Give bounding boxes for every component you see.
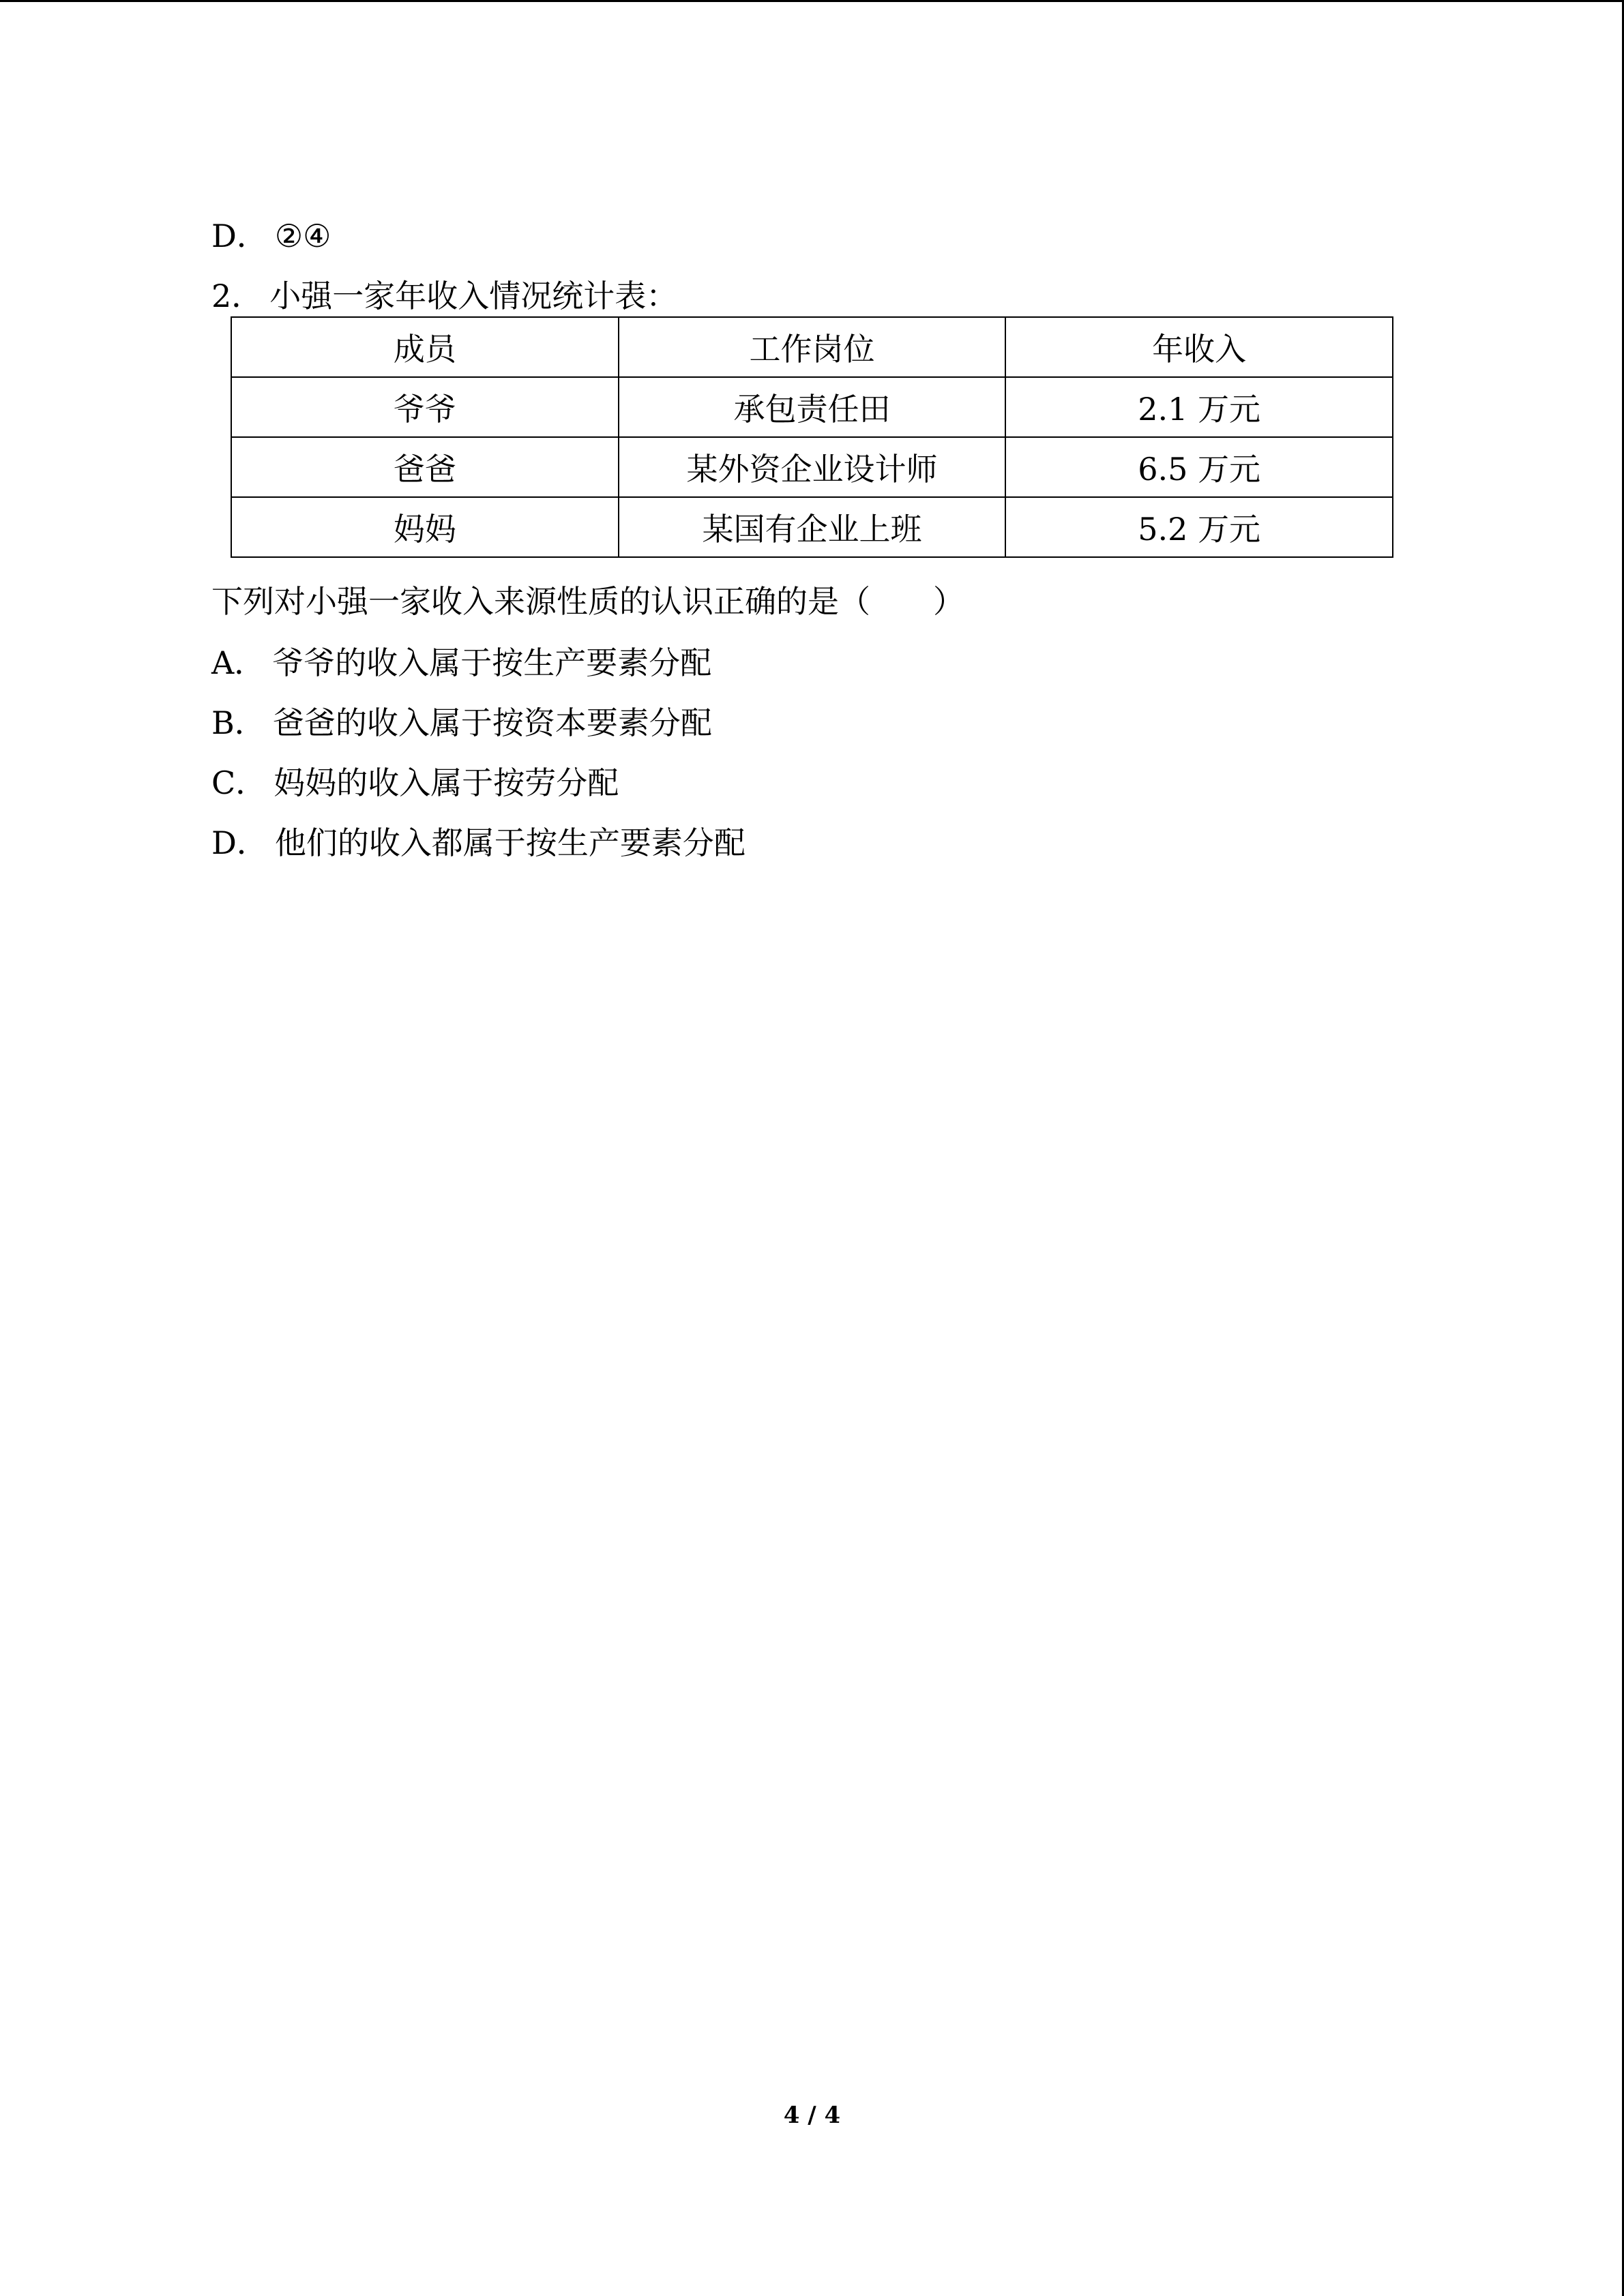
header-cell: 年收入 [1005, 317, 1393, 377]
option-d [211, 822, 745, 863]
table-row [231, 437, 1393, 497]
option-a [211, 642, 711, 683]
table-row [231, 377, 1393, 437]
option-c [211, 762, 619, 803]
option-label: A． [211, 644, 266, 681]
table-header-row [231, 317, 1393, 377]
option-b [211, 702, 712, 743]
table-row [231, 497, 1393, 557]
option-text: 他们的收入都属于按生产要素分配 [274, 824, 745, 861]
table-cell: 某国有企业上班 [619, 497, 1006, 557]
table-cell: 爸爸 [231, 437, 619, 497]
header-cell: 成员 [231, 317, 619, 377]
option-text: 妈妈的收入属于按劳分配 [274, 764, 619, 801]
income-table [231, 316, 1393, 558]
prev-option-d [211, 215, 331, 256]
question-number: 2． [211, 278, 263, 314]
table-cell: 5.2 万元 [1005, 497, 1393, 557]
table-cell: 2.1 万元 [1005, 377, 1393, 437]
option-label: B． [211, 704, 266, 741]
table-cell: 爷爷 [231, 377, 619, 437]
option-label: D． [211, 218, 268, 254]
option-label: D． [211, 824, 268, 861]
page-top-border [0, 0, 1624, 2]
table-cell: 承包责任田 [619, 377, 1006, 437]
option-label: C． [211, 764, 267, 801]
option-text: ②④ [274, 218, 331, 254]
table-cell: 某外资企业设计师 [619, 437, 1006, 497]
question-title: 小强一家年收入情况统计表： [269, 278, 678, 314]
table-cell: 妈妈 [231, 497, 619, 557]
option-text: 爷爷的收入属于按生产要素分配 [272, 644, 712, 681]
table-cell: 6.5 万元 [1005, 437, 1393, 497]
question-stem: 下列对小强一家收入来源性质的认识正确的是（ ） [211, 583, 964, 620]
question-2-title [211, 275, 677, 316]
header-cell: 工作岗位 [619, 317, 1006, 377]
option-text: 爸爸的收入属于按资本要素分配 [272, 704, 712, 741]
page-number: 4 / 4 [783, 2102, 841, 2129]
